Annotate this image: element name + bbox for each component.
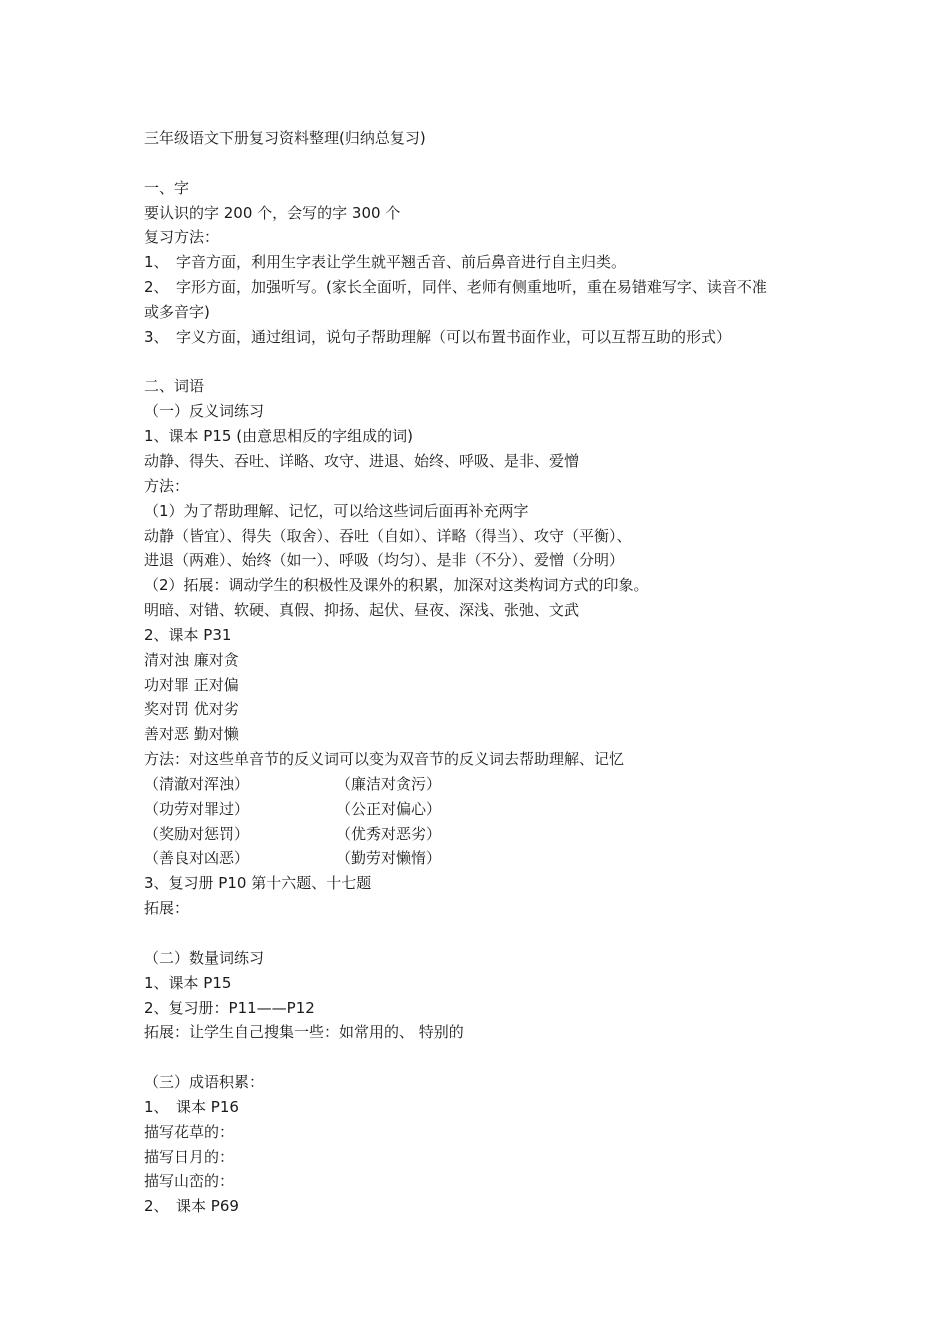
p31-line: 善对恶 勤对懒: [144, 725, 239, 744]
idiom-mountains: 描写山峦的：: [144, 1172, 235, 1191]
workbook-reference: 3、复习册 P10 第十六题、十七题: [144, 874, 372, 893]
antonym-pair-row: [144, 797, 824, 822]
section-heading-characters: 一、字: [144, 178, 190, 197]
idiom-item-1: 1、 课本 P16: [144, 1097, 239, 1116]
character-requirement: 要认识的字 200 个，会写的字 300 个: [144, 203, 401, 222]
section-heading-words: 二、词语: [144, 377, 205, 396]
antonym-pair-left: （奖励对惩罚）: [144, 824, 250, 843]
p31-line: 清对浊 廉对贪: [144, 650, 239, 669]
antonym-pair-row: [144, 822, 824, 847]
p15-label: 1、课本 P15 (由意思相反的字组成的词): [144, 427, 413, 446]
idiom-sun-moon: 描写日月的：: [144, 1147, 235, 1166]
p31-label: 2、课本 P31: [144, 625, 232, 644]
antonym-pair-left: （善良对凶恶）: [144, 849, 250, 868]
method-label: 复习方法：: [144, 228, 220, 247]
quantifier-extend: 拓展：让学生自己搜集一些：如常用的、 特别的: [144, 1023, 464, 1042]
spacer: [144, 151, 824, 176]
p31-line: 功对罪 正对偏: [144, 675, 239, 694]
method-item-2-cont: 或多音字): [144, 302, 210, 321]
subheading-quantifiers: （二）数量词练习: [144, 948, 265, 967]
antonym-pair-right: （勤劳对懒惰）: [336, 849, 442, 868]
antonym-pair-left: （清澈对浑浊）: [144, 774, 250, 793]
method-item-3: 3、 字义方面，通过组词，说句子帮助理解（可以布置书面作业，可以互帮互助的形式）: [144, 327, 732, 346]
extend-label: 拓展：: [144, 899, 190, 918]
document-title: 三年级语文下册复习资料整理(归纳总复习): [144, 129, 426, 147]
method-1: （1）为了帮助理解、记忆，可以给这些词后面再补充两字: [144, 501, 529, 520]
method-1-example-1: 动静（皆宜）、得失（取舍）、吞吐（自如）、详略（得当）、攻守（平衡）、: [144, 526, 632, 545]
quantifier-item-1: 1、课本 P15: [144, 973, 232, 992]
document-body: [144, 126, 824, 1219]
method-item-2: 2、 字形方面，加强听写。(家长全面听，同伴、老师有侧重地听，重在易错难写字、读音不准: [144, 278, 767, 297]
method-label: 方法：: [144, 476, 190, 495]
idiom-item-2: 2、 课本 P69: [144, 1197, 239, 1216]
spacer: [144, 1045, 824, 1070]
antonym-pair-row: [144, 772, 824, 797]
antonym-pair-right: （公正对偏心）: [336, 799, 442, 818]
quantifier-item-2: 2、复习册：P11——P12: [144, 998, 315, 1017]
spacer: [144, 921, 824, 946]
idiom-flowers: 描写花草的：: [144, 1122, 235, 1141]
method-2: （2）拓展：调动学生的积极性及课外的积累，加深对这类构词方式的印象。: [144, 576, 649, 595]
method-1-example-2: 进退（两难）、始终（如一）、呼吸（均匀）、是非（不分）、爱憎（分明）: [144, 551, 625, 570]
spacer: [144, 350, 824, 375]
method-2-example: 明暗、对错、软硬、真假、抑扬、起伏、昼夜、深浅、张弛、文武: [144, 601, 580, 620]
method-item-1: 1、 字音方面，利用生字表让学生就平翘舌音、前后鼻音进行自主归类。: [144, 253, 627, 272]
antonym-pair-row: [144, 846, 824, 871]
subheading-idioms: （三）成语积累：: [144, 1073, 265, 1092]
p31-line: 奖对罚 优对劣: [144, 700, 239, 719]
antonym-pair-right: （优秀对恶劣）: [336, 824, 442, 843]
subheading-antonyms: （一）反义词练习: [144, 402, 265, 421]
p15-words: 动静、得失、吞吐、详略、攻守、进退、始终、呼吸、是非、爱憎: [144, 451, 580, 470]
antonym-pair-right: （廉洁对贪污）: [336, 774, 442, 793]
p31-method: 方法：对这些单音节的反义词可以变为双音节的反义词去帮助理解、记忆: [144, 750, 625, 769]
antonym-pair-left: （功劳对罪过）: [144, 799, 250, 818]
